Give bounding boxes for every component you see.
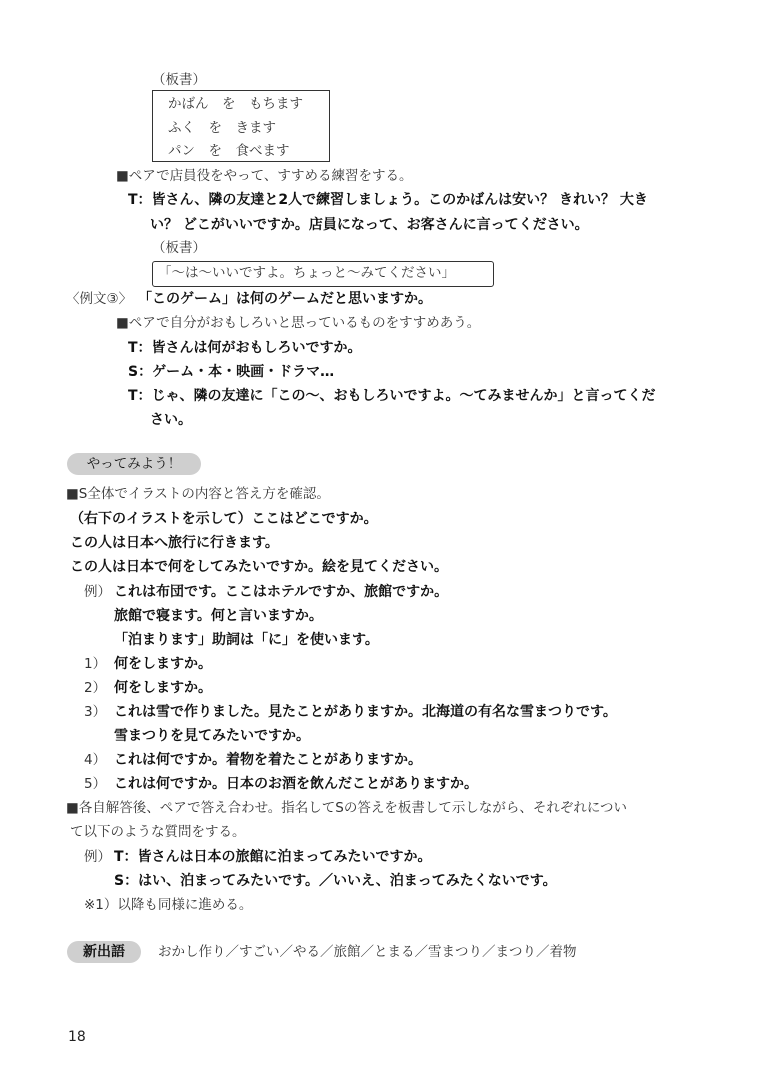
section-yattemiyou: やってみよう！	[67, 453, 201, 475]
example3-label: 〈例文③〉	[66, 291, 133, 307]
item-3-num: 3）	[84, 704, 107, 720]
item-4-num: 4）	[84, 752, 107, 768]
board1-line-3: パン を 食べます	[168, 143, 290, 159]
teacher-line-3a: T：じゃ、隣の友達に「この〜、おもしろいですよ。〜てみませんか」と言ってくだ	[128, 388, 656, 404]
pair-intro-2: ■ペアで自分がおもしろいと思っているものをすすめあう。	[116, 315, 481, 331]
example-line-3: 「泊まります」助詞は「に」を使います。	[114, 632, 379, 648]
pair-intro: ■ペアで店員役をやって、すすめる練習をする。	[116, 168, 413, 184]
example-label: 例）	[84, 584, 111, 600]
board2-text: 「〜は〜いいですよ。ちょっと〜みてください」	[158, 265, 455, 281]
board1-label: （板書）	[152, 72, 206, 88]
teacher-line-3b: さい。	[150, 412, 192, 428]
example-line-2: 旅館で寝ます。何と言いますか。	[114, 608, 323, 624]
teacher-line-2: T：皆さんは何がおもしろいですか。	[128, 340, 362, 356]
item-3-cont: 雪まつりを見てみたいですか。	[114, 728, 310, 744]
teacher-line-1a: T：皆さん、隣の友達と2人で練習しましょう。このかばんは安い？ きれい？ 大き	[128, 192, 648, 208]
item-4-text: これは何ですか。着物を着たことがありますか。	[114, 752, 422, 768]
note-line: ※1）以降も同様に進める。	[84, 897, 253, 913]
board2-label: （板書）	[152, 240, 206, 256]
item-5-text: これは何ですか。日本のお酒を飲んだことがありますか。	[114, 776, 478, 792]
item-1-text: 何をしますか。	[114, 656, 212, 672]
example2-label: 例）	[84, 849, 111, 865]
example3-text: 「このゲーム」は何のゲームだと思いますか。	[138, 291, 432, 307]
s-whole-line: ■S全体でイラストの内容と答え方を確認。	[66, 486, 330, 502]
example-line-1: これは布団です。ここはホテルですか、旅館ですか。	[114, 584, 449, 600]
example2-student: S：はい、泊まってみたいです。／いいえ、泊まってみたくないです。	[114, 873, 557, 889]
student-line-2: S：ゲーム・本・映画・ドラマ…	[128, 364, 335, 380]
new-words-list: おかし作り／すごい／やる／旅館／とまる／雪まつり／まつり／着物	[158, 944, 577, 960]
page-number: 18	[68, 1029, 86, 1045]
item-5-num: 5）	[84, 776, 107, 792]
question-2: この人は日本へ旅行に行きます。	[70, 535, 279, 551]
example2-teacher: T：皆さんは日本の旅館に泊まってみたいですか。	[114, 849, 432, 865]
teacher-line-1b: い？ どこがいいですか。店員になって、お客さんに言ってください。	[150, 217, 589, 233]
item-1-num: 1）	[84, 656, 107, 672]
item-2-num: 2）	[84, 680, 107, 696]
new-words-tag: 新出語	[67, 941, 141, 963]
question-3: この人は日本で何をしてみたいですか。絵を見てください。	[70, 559, 448, 575]
board1-line-2: ふく を きます	[168, 120, 276, 136]
after-line-a: ■各自解答後、ペアで答え合わせ。指名してSの答えを板書して示しながら、それぞれについ	[66, 800, 628, 816]
item-2-text: 何をしますか。	[114, 680, 212, 696]
item-3-text: これは雪で作りました。見たことがありますか。北海道の有名な雪まつりです。	[114, 704, 617, 720]
question-1: （右下のイラストを示して）ここはどこですか。	[70, 511, 378, 527]
board1-line-1: かばん を もちます	[168, 96, 303, 112]
after-line-b: て以下のような質問をする。	[70, 824, 246, 840]
